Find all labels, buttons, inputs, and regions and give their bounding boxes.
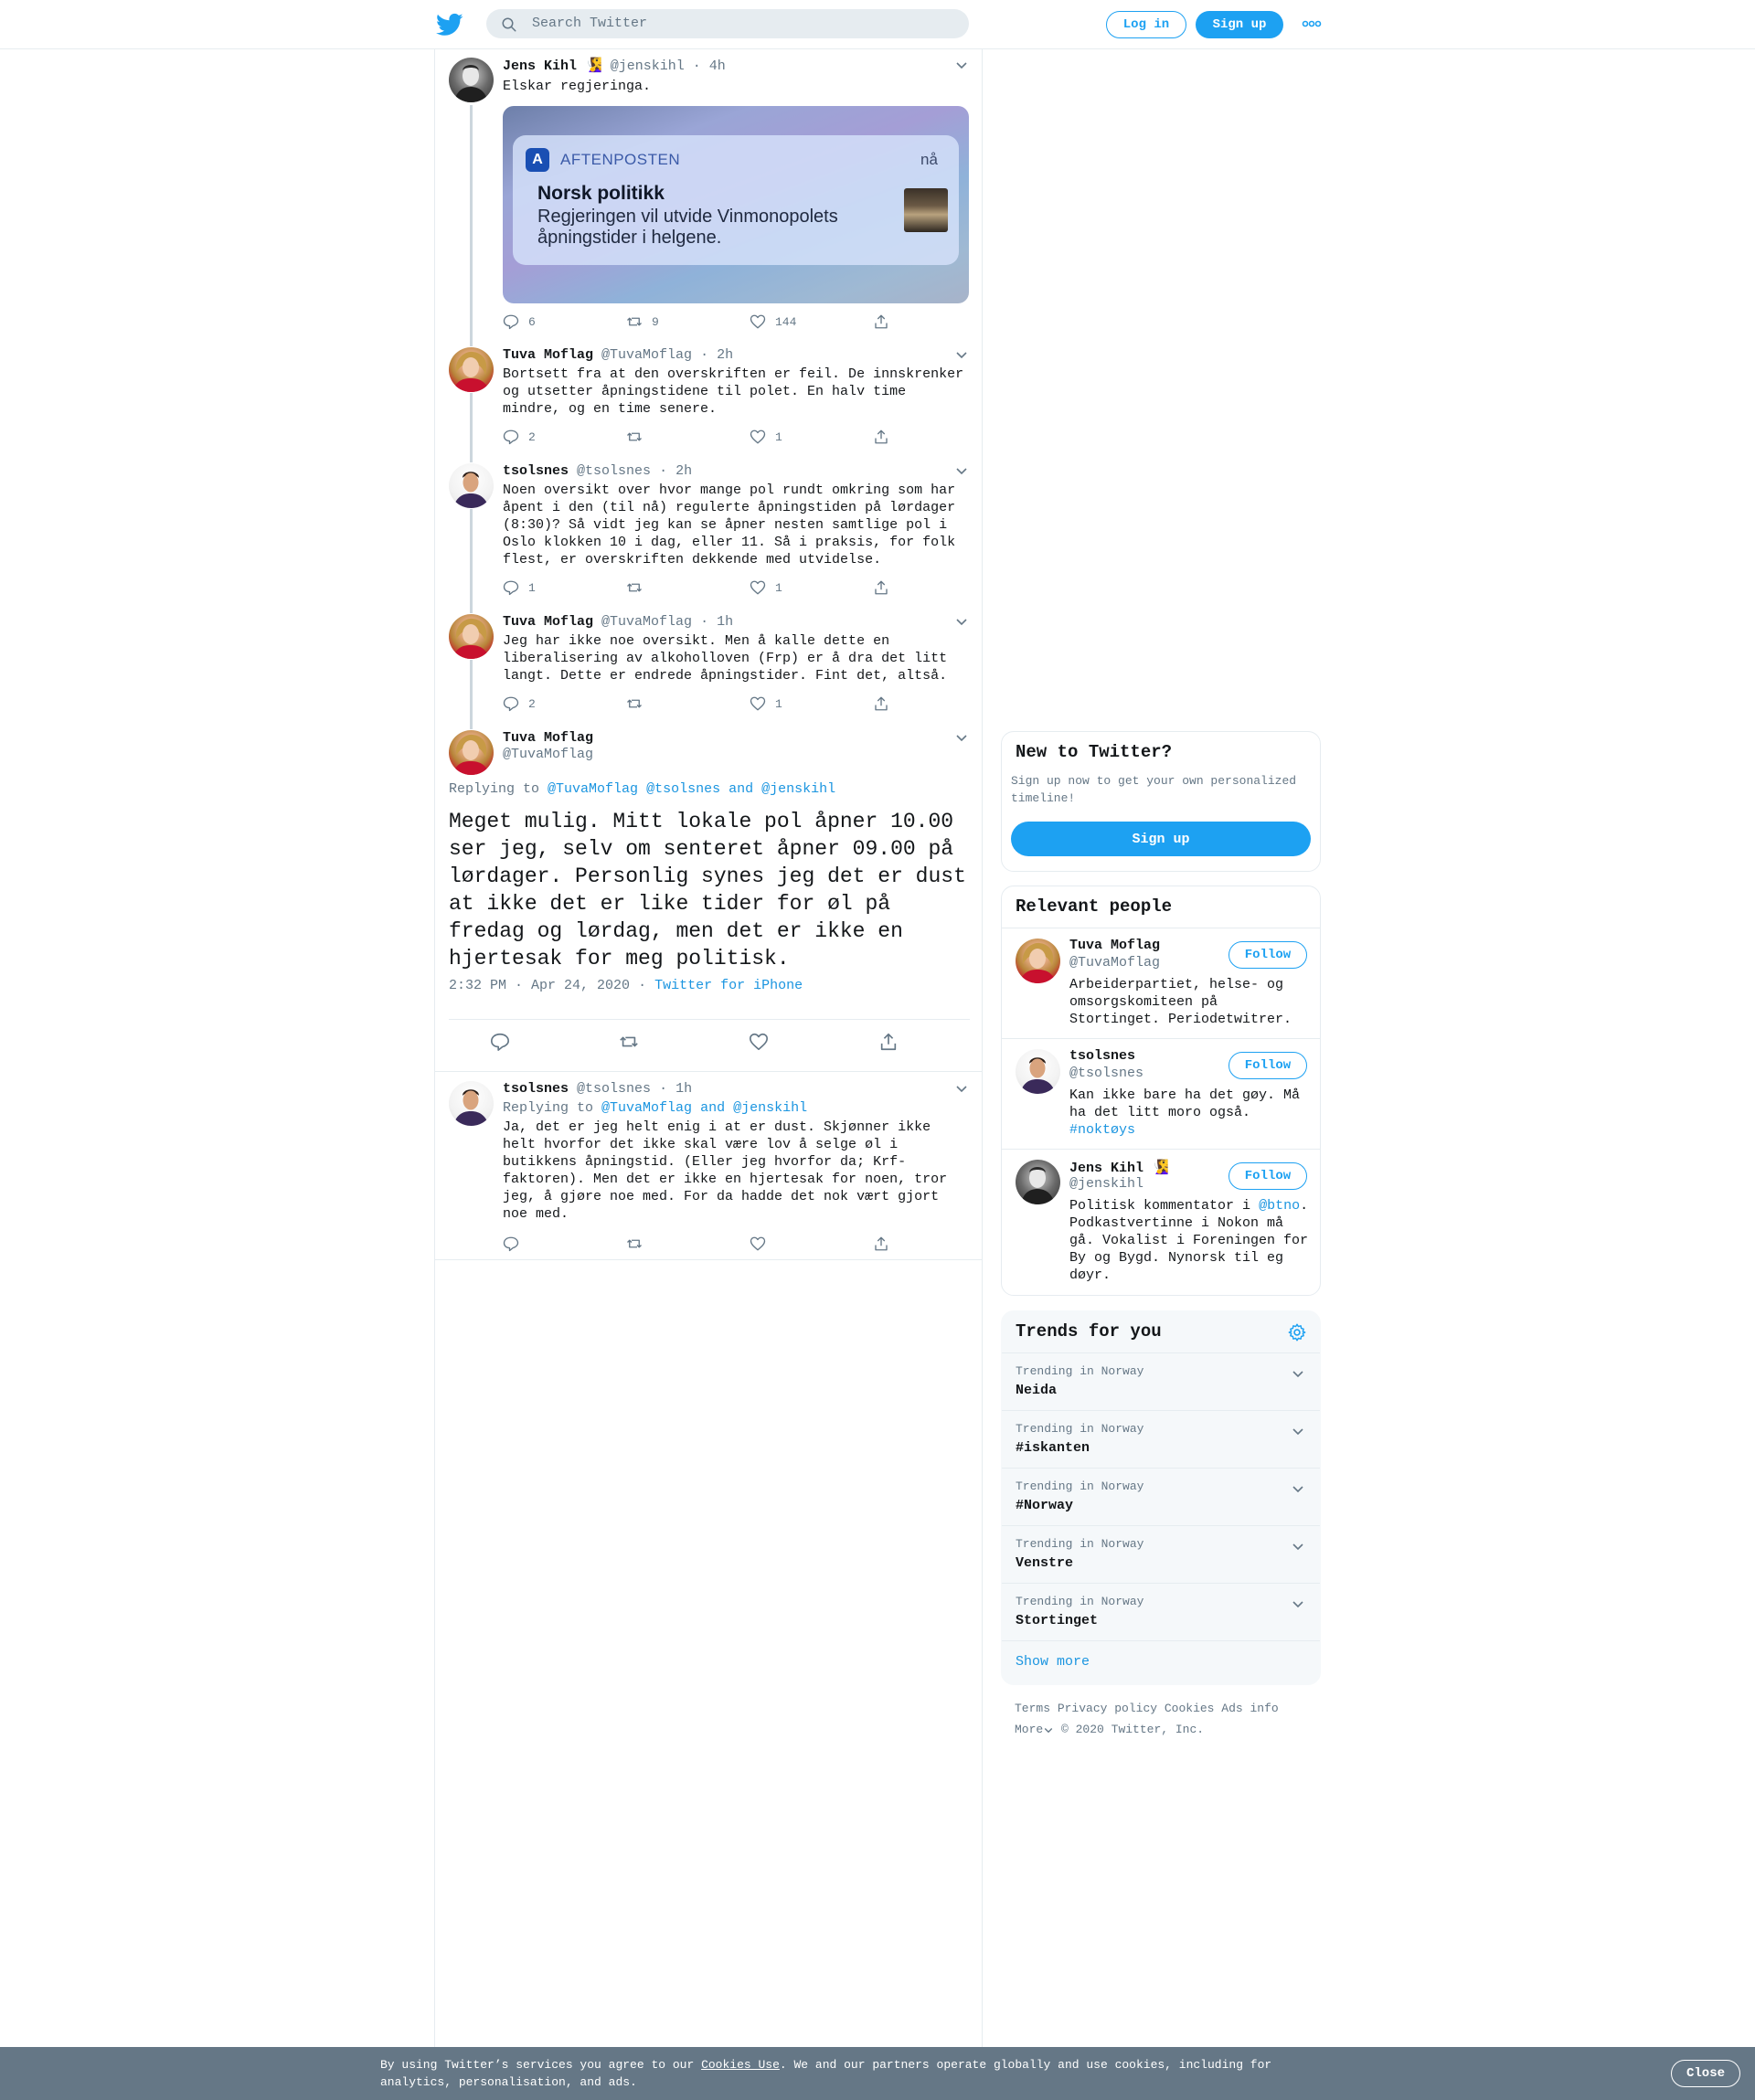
share-button[interactable] <box>873 313 899 331</box>
avatar[interactable] <box>1016 1049 1060 1094</box>
person-name[interactable]: tsolsnes <box>1069 1048 1136 1064</box>
trend-context: Trending in Norway <box>1016 1480 1144 1493</box>
chevron-down-icon[interactable] <box>1291 1596 1305 1611</box>
close-button[interactable]: Close <box>1671 2060 1740 2087</box>
search-bar[interactable] <box>486 9 969 38</box>
top-bar <box>0 0 1755 49</box>
trend-name[interactable]: Neida <box>1016 1383 1058 1398</box>
person-silhouette-icon <box>449 463 494 508</box>
replying-to <box>503 1100 807 1117</box>
thread-line <box>470 606 473 613</box>
divider <box>435 1071 982 1072</box>
person-bio <box>1069 1197 1312 1284</box>
thread-tweet[interactable] <box>435 455 982 606</box>
trend-item[interactable] <box>1002 1583 1320 1640</box>
like-count: 144 <box>775 314 797 329</box>
news-notification <box>513 135 959 265</box>
share-button[interactable] <box>873 1235 899 1253</box>
retweet-button[interactable] <box>626 313 659 331</box>
follow-button[interactable]: Follow <box>1228 1162 1307 1190</box>
person-name[interactable]: Jens Kihl <box>1069 1161 1144 1176</box>
like-button[interactable] <box>749 1033 778 1051</box>
tweet-text: Elskar regjeringa. <box>503 79 652 94</box>
new-to-twitter-card <box>1001 731 1321 872</box>
retweet-count: 9 <box>652 314 659 329</box>
bio-text: Politisk kommentator i <box>1069 1198 1251 1214</box>
thread-tweet[interactable] <box>435 49 982 344</box>
reply-icon <box>503 695 519 712</box>
reply-icon <box>503 429 519 445</box>
tweet-actions <box>503 428 896 446</box>
reply-count: 2 <box>528 696 536 711</box>
tweet-timestamp <box>449 978 803 993</box>
trend-name[interactable]: #iskanten <box>1016 1440 1090 1456</box>
share-icon <box>878 1032 899 1052</box>
notification-time: nå <box>920 151 938 168</box>
person-handle[interactable]: @TuvaMoflag <box>1069 955 1161 970</box>
trend-item[interactable] <box>1002 1525 1320 1583</box>
trend-item[interactable] <box>1002 1468 1320 1525</box>
author-name[interactable]: Jens Kihl <box>503 58 578 74</box>
retweet-icon <box>626 695 643 712</box>
tweet-actions <box>503 578 896 597</box>
person-silhouette-icon <box>1016 1049 1060 1094</box>
footer-link-ads-info[interactable]: Ads info <box>1221 1702 1279 1715</box>
share-icon <box>873 429 889 445</box>
avatar[interactable] <box>449 58 494 102</box>
thread-line <box>470 509 473 606</box>
replying-prefix: Replying to <box>503 1100 594 1116</box>
notification-body: Regjeringen vil utvide Vinmonopolets åpningstider i helgene. <box>537 207 838 248</box>
trend-item[interactable] <box>1002 1410 1320 1468</box>
more-options-icon[interactable] <box>1302 15 1322 33</box>
search-icon <box>501 16 517 33</box>
replying-to <box>449 781 835 797</box>
reply-tweet[interactable] <box>435 1073 982 1265</box>
hashtag-link[interactable]: #noktøys <box>1069 1122 1136 1138</box>
share-icon <box>873 579 889 596</box>
search-input[interactable]: Search Twitter <box>532 16 648 31</box>
chevron-down-icon[interactable] <box>1291 1424 1305 1438</box>
trends-card <box>1001 1310 1321 1685</box>
author-name[interactable]: Tuva Moflag <box>503 347 594 363</box>
avatar[interactable] <box>449 614 494 659</box>
tweet-actions <box>503 695 896 713</box>
like-count: 1 <box>775 430 782 444</box>
thread-line <box>470 339 473 346</box>
divider <box>449 1019 970 1020</box>
cookie-text <box>380 2056 1285 2091</box>
thread-tweet[interactable] <box>435 606 982 722</box>
card-title: Relevant people <box>1016 896 1173 917</box>
person-row[interactable] <box>1002 1149 1320 1296</box>
twitter-logo-icon[interactable] <box>436 11 463 38</box>
like-button[interactable] <box>750 695 782 713</box>
person-name[interactable]: Tuva Moflag <box>1069 938 1161 953</box>
author-handle[interactable]: @jenskihl <box>610 58 685 74</box>
divider <box>435 1259 982 1260</box>
separator: · <box>638 978 647 993</box>
chevron-down-icon[interactable] <box>1291 1481 1305 1496</box>
share-button[interactable] <box>873 428 899 446</box>
person-silhouette-icon <box>1016 1160 1060 1204</box>
thread-line <box>470 105 473 344</box>
share-button[interactable] <box>873 578 899 597</box>
person-silhouette-icon <box>449 58 494 102</box>
thread-line <box>470 393 473 455</box>
footer-link-terms[interactable]: Terms <box>1015 1702 1051 1715</box>
tweet-time[interactable]: · 1h <box>700 614 734 630</box>
footer-link-cookies[interactable]: Cookies <box>1164 1702 1215 1715</box>
reply-icon <box>503 1236 519 1252</box>
trend-name[interactable]: #Norway <box>1016 1498 1074 1513</box>
avatar[interactable] <box>449 463 494 508</box>
author-name[interactable]: Tuva Moflag <box>503 614 594 630</box>
retweet-button[interactable] <box>626 428 652 446</box>
like-button[interactable] <box>750 1235 775 1253</box>
avatar[interactable] <box>449 347 494 392</box>
tweet-source-link[interactable]: Twitter for iPhone <box>654 978 803 993</box>
reply-button[interactable] <box>503 578 536 597</box>
notification-thumbnail <box>904 188 948 232</box>
chevron-down-icon[interactable] <box>954 730 969 745</box>
tweet-time[interactable]: · 2h <box>659 463 693 479</box>
login-button[interactable]: Log in <box>1106 11 1186 38</box>
trend-item[interactable] <box>1002 1352 1320 1410</box>
cookie-text-after: . We and our partners operate globally and use cookies, including for analytics, personalisation, and ads. <box>380 2058 1272 2089</box>
focused-tweet <box>435 722 982 1073</box>
reply-button[interactable] <box>503 313 536 331</box>
avatar[interactable] <box>449 730 494 775</box>
chevron-down-icon[interactable] <box>954 463 969 478</box>
focused-tweet-text: Meget mulig. Mitt lokale pol åpner 10.00 ser jeg, selv om senteret åpner 09.00 på lørdager. Personlig synes jeg det er dust at ikke det er like tider for øl på fredag og lørdag, men det er ikke en hjertesak for meg politisk. <box>449 810 966 970</box>
share-icon <box>873 695 889 712</box>
reply-count: 6 <box>528 314 536 329</box>
footer-more-button[interactable] <box>1015 1723 1054 1736</box>
tweet-actions <box>490 1033 947 1051</box>
person-handle[interactable]: @jenskihl <box>1069 1176 1144 1192</box>
cookie-banner <box>0 2047 1755 2100</box>
person-silhouette-icon <box>449 730 494 775</box>
bio-text: Kan ikke bare ha det gøy. Må ha det litt moro også. <box>1069 1087 1301 1120</box>
reply-icon <box>503 579 519 596</box>
footer-secondary <box>1015 1723 1204 1736</box>
timestamp-text[interactable]: 2:32 PM · Apr 24, 2020 <box>449 978 631 993</box>
cookie-text-before: By using Twitter’s services you agree to our <box>380 2058 695 2072</box>
mention-link[interactable]: @btno <box>1259 1198 1301 1214</box>
share-button[interactable] <box>878 1033 908 1051</box>
person-bio <box>1069 1087 1312 1139</box>
avatar[interactable] <box>1016 939 1060 983</box>
like-count: 1 <box>775 580 782 595</box>
share-icon <box>873 1236 889 1252</box>
chevron-down-icon[interactable] <box>954 614 969 629</box>
tweet-text: Noen oversikt over hvor mange pol rundt omkring som har åpent i den (til nå) regulerte åpningstiden på lørdager (8:30)? Så vidt jeg kan se åpner nesten samtlige pol i Oslo klokken 10 i dag, eller 11. Så i praksis, for folk flest, er overskriften dekkende med utvidelse. <box>503 483 964 567</box>
reply-icon <box>490 1032 510 1052</box>
chevron-down-icon <box>1043 1724 1054 1735</box>
like-button[interactable] <box>750 313 796 331</box>
heart-icon <box>749 1032 769 1052</box>
heart-icon <box>750 313 766 330</box>
emoji: 🧏‍♀️ <box>585 58 602 73</box>
thread-line <box>470 722 473 729</box>
replying-to-links[interactable]: @TuvaMoflag and @jenskihl <box>601 1100 808 1116</box>
thread-line <box>470 455 473 462</box>
heart-icon <box>750 579 766 596</box>
author-name[interactable]: tsolsnes <box>503 463 569 479</box>
retweet-button[interactable] <box>626 578 652 597</box>
trend-context: Trending in Norway <box>1016 1422 1144 1436</box>
footer-more-label: More <box>1015 1723 1044 1736</box>
author-handle[interactable]: @tsolsnes <box>577 463 652 479</box>
card-title: New to Twitter? <box>1016 742 1173 762</box>
trend-name[interactable]: Stortinget <box>1016 1613 1099 1628</box>
heart-icon <box>750 429 766 445</box>
aftenposten-logo-icon: A <box>526 148 549 172</box>
person-row[interactable] <box>1002 928 1320 1038</box>
card-title: Trends for you <box>1016 1321 1162 1342</box>
tweet-actions <box>503 313 896 331</box>
follow-button[interactable]: Follow <box>1228 1052 1307 1079</box>
author-name[interactable]: tsolsnes <box>503 1081 569 1097</box>
retweet-icon <box>626 313 643 330</box>
reply-button[interactable] <box>503 428 536 446</box>
reply-icon <box>503 313 519 330</box>
show-more-row <box>1002 1640 1320 1685</box>
tweet-text: Jeg har ikke noe oversikt. Men å kalle dette en liberalisering av alkoholloven (Frp) er å dra det litt langt. Dette er endrede åpningstider. Fint det, altså. <box>503 633 956 684</box>
retweet-button[interactable] <box>626 1235 652 1253</box>
follow-button[interactable]: Follow <box>1228 941 1307 969</box>
retweet-icon <box>626 429 643 445</box>
person-silhouette-icon <box>1016 939 1060 983</box>
chevron-down-icon[interactable] <box>954 1081 969 1096</box>
avatar[interactable] <box>1016 1160 1060 1204</box>
author-name[interactable]: Tuva Moflag <box>503 730 594 746</box>
chevron-down-icon[interactable] <box>1291 1539 1305 1554</box>
person-silhouette-icon <box>449 614 494 659</box>
main-column <box>434 49 983 2100</box>
like-button[interactable] <box>750 428 782 446</box>
person-row[interactable] <box>1002 1038 1320 1149</box>
reply-button[interactable] <box>503 1235 528 1253</box>
thread-line <box>470 660 473 722</box>
tweet-actions <box>503 1235 896 1253</box>
heart-icon <box>750 1236 766 1252</box>
card-description: Sign up now to get your own personalized timeline! <box>1011 774 1297 805</box>
notification-title: Norsk politikk <box>537 183 665 204</box>
share-icon <box>873 313 889 330</box>
signup-button[interactable]: Sign up <box>1196 11 1283 38</box>
heart-icon <box>750 695 766 712</box>
trend-context: Trending in Norway <box>1016 1595 1144 1608</box>
replying-prefix: Replying to <box>449 781 540 797</box>
chevron-down-icon[interactable] <box>954 58 969 72</box>
share-button[interactable] <box>873 695 899 713</box>
relevant-people-card <box>1001 886 1321 1296</box>
tweet-text: Ja, det er jeg helt enig i at er dust. Skjønner ikke helt hvorfor det ikke skal være lov å selge øl i butikkens åpningstid. (Eller jeg hvorfor da; Krf-faktoren). Men det er ikke en hjertesak for noen, tror jeg, å gjøre noe med. For da hadde det nok vært gjort noe med. <box>503 1119 956 1222</box>
tweet-text: Bortsett fra at den overskriften er feil. De innskrenker og utsetter åpningstidene til polet. En halv time mindre, og en time senere. <box>503 366 973 417</box>
author-handle[interactable]: @TuvaMoflag <box>503 747 594 762</box>
person-name-row <box>1069 1159 1169 1176</box>
cookies-use-link[interactable]: Cookies Use <box>701 2058 780 2072</box>
reply-button[interactable] <box>490 1033 519 1051</box>
retweet-button[interactable] <box>626 695 652 713</box>
retweet-icon <box>619 1032 639 1052</box>
trend-name[interactable]: Venstre <box>1016 1555 1074 1571</box>
reply-count: 1 <box>528 580 536 595</box>
person-silhouette-icon <box>449 347 494 392</box>
trend-context: Trending in Norway <box>1016 1364 1144 1378</box>
copyright: © 2020 Twitter, Inc. <box>1061 1723 1205 1736</box>
like-button[interactable] <box>750 578 782 597</box>
tweet-time[interactable]: · 1h <box>659 1081 693 1097</box>
media-image[interactable] <box>503 106 969 303</box>
retweet-icon <box>626 1236 643 1252</box>
show-more-link[interactable]: Show more <box>1016 1654 1090 1670</box>
avatar[interactable] <box>449 1081 494 1126</box>
like-count: 1 <box>775 696 782 711</box>
author-handle[interactable]: @TuvaMoflag <box>601 614 693 630</box>
replying-to-links[interactable]: @TuvaMoflag @tsolsnes and @jenskihl <box>548 781 836 797</box>
bio-text: . Podkastvertinne i Nokon må gå. Vokalist i Foreningen for By og Bygd. Nynorsk til eg døyr. <box>1069 1198 1309 1283</box>
person-handle[interactable]: @tsolsnes <box>1069 1066 1144 1081</box>
reply-button[interactable] <box>503 695 536 713</box>
thread-tweet[interactable] <box>435 339 982 455</box>
footer-links <box>1015 1702 1279 1715</box>
chevron-down-icon[interactable] <box>1291 1366 1305 1381</box>
footer-link-privacy[interactable]: Privacy policy <box>1057 1702 1158 1715</box>
notification-app-name: AFTENPOSTEN <box>560 151 681 168</box>
author-handle[interactable]: @TuvaMoflag <box>601 347 693 363</box>
trend-context: Trending in Norway <box>1016 1537 1144 1551</box>
gear-icon[interactable] <box>1287 1322 1307 1342</box>
emoji: 🧏‍♀️ <box>1152 1160 1169 1175</box>
retweet-button[interactable] <box>619 1033 648 1051</box>
signup-button[interactable]: Sign up <box>1011 822 1311 856</box>
author-handle[interactable]: @tsolsnes <box>577 1081 652 1097</box>
person-silhouette-icon <box>449 1081 494 1126</box>
tweet-time[interactable]: · 2h <box>700 347 734 363</box>
reply-count: 2 <box>528 430 536 444</box>
person-bio: Arbeiderpartiet, helse- og omsorgskomiteen på Stortinget. Periodetwitrer. <box>1069 977 1292 1027</box>
retweet-icon <box>626 579 643 596</box>
chevron-down-icon[interactable] <box>954 347 969 362</box>
tweet-time[interactable]: · 4h <box>692 58 726 74</box>
